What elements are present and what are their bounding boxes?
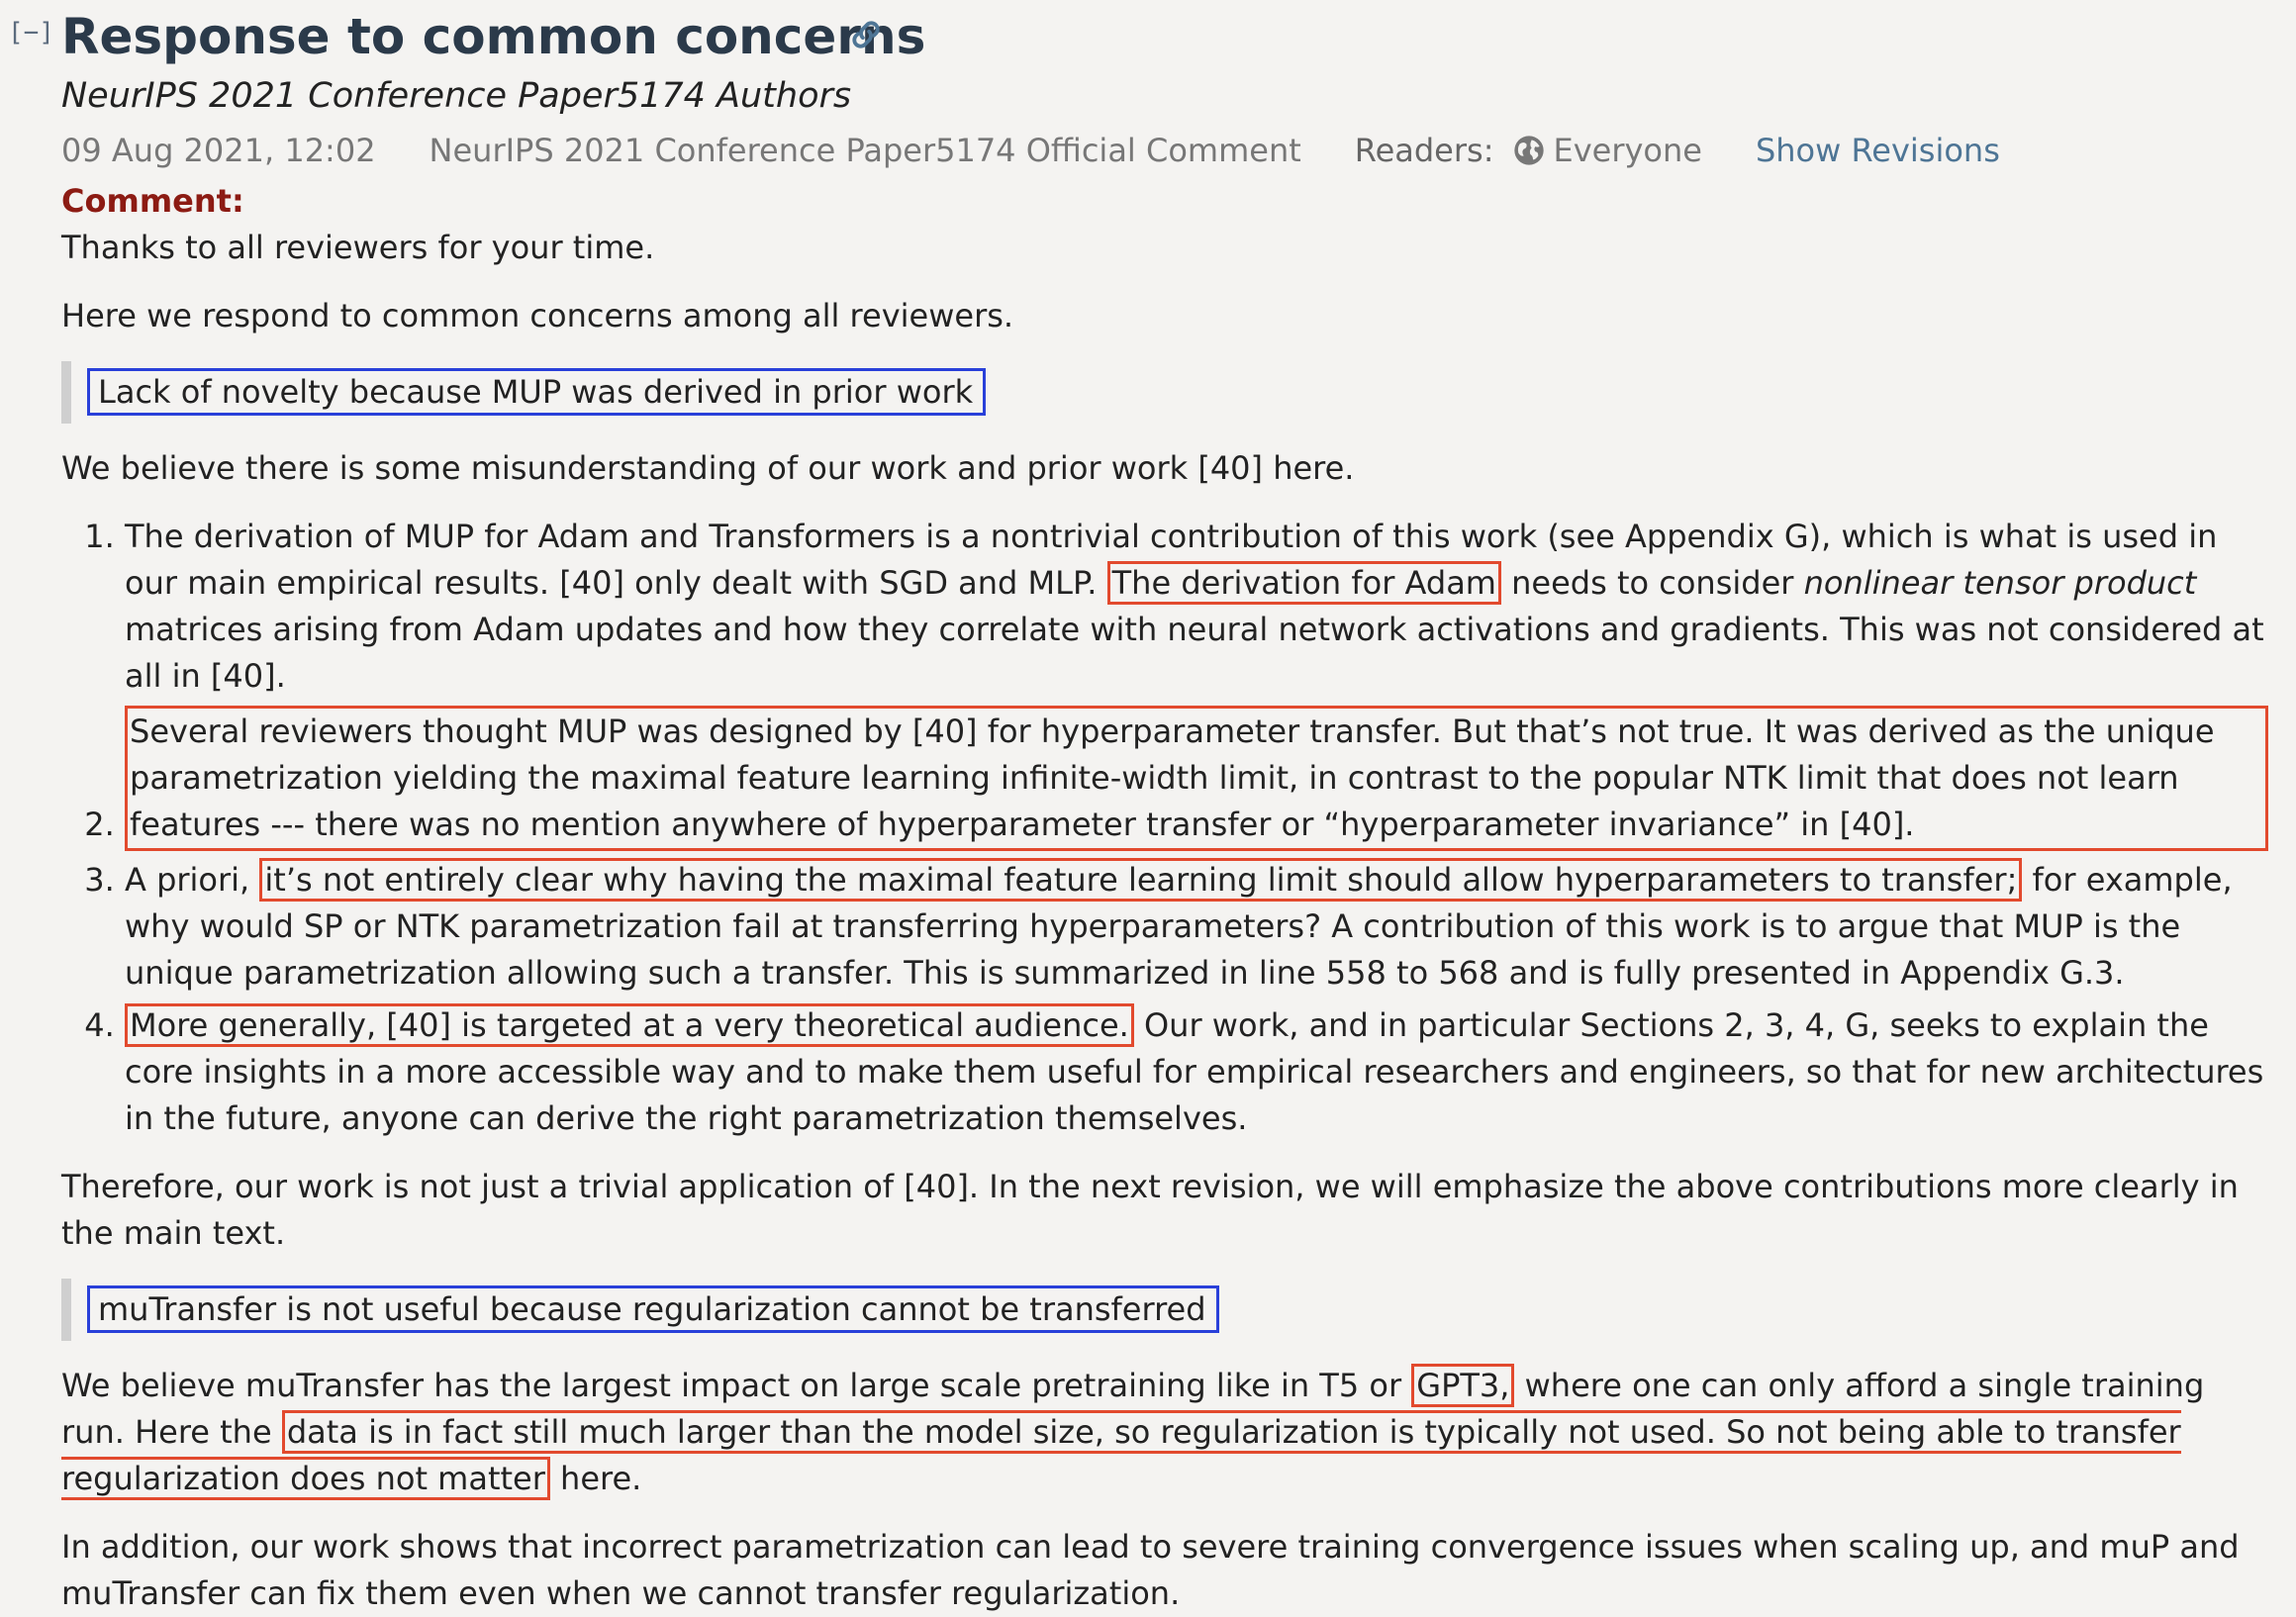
text-span: We believe muTransfer has the largest impact on large scale pretraining like in T5 or [61,1367,1402,1404]
globe-icon [1513,135,1545,166]
red-highlight: data is in fact still much larger than the model size, so regularization is typically not used. So not being able to transfer regularization does not matter [61,1410,2181,1500]
red-highlight: it’s not entirely clear why having the maximal feature learning limit should allow hyperparameters to transfer; [259,858,2022,902]
comment-label: Comment: [61,182,244,220]
note-signature[interactable]: NeurIPS 2021 Conference Paper5174 Authors [61,76,852,116]
list-item [125,514,2268,700]
red-highlight: More generally, [40] is targeted at a very theoretical audience. [125,1003,1134,1047]
collapse-toggle[interactable]: [−] [8,18,54,48]
text-span: matrices arising from Adam updates and how they correlate with neural network activations and gradients. This was not considered at all in [40]. [125,611,2264,695]
readers-label: Readers: [1354,132,1494,169]
link-icon[interactable] [847,16,885,53]
paragraph [61,1363,2268,1502]
text-span: for example, why would SP or NTK parametrization fail at transferring hyperparameters? A contribution of this work is to argue that MUP is the unique parametrization allowing such a transfer. This is summarized in line 558 to 568 and is fully presented in Appendix G.3. [125,861,2233,992]
show-revisions-link[interactable]: Show Revisions [1755,132,2000,169]
paragraph: In addition, our work shows that incorrect parametrization can lead to severe training convergence issues when scaling up, and muP and muTransfer can fix them even when we cannot transfer regularization. [61,1528,2240,1612]
list-item [125,706,2268,851]
text-span: Our work, and in particular Sections 2, 3, 4, G, seeks to explain the core insights in a more accessible way and to make them useful for empirical researchers and engineers, so that for new architectures in the future, anyone can derive the right parametrization themselves. [125,1006,2264,1137]
red-highlight: GPT3, [1411,1364,1514,1407]
blue-highlight: muTransfer is not useful because regularization cannot be transferred [87,1285,1219,1333]
text-span: needs to consider [1511,564,1794,602]
readers-value: Everyone [1553,132,1702,169]
red-highlight: The derivation for Adam [1107,561,1501,605]
comment-body [61,178,2268,1617]
blue-highlight: Lack of novelty because MUP was derived in prior work [87,368,986,416]
text-span: where one can only afford a single training run. Here the [61,1367,2205,1451]
paragraph: Therefore, our work is not just a trivial application of [40]. In the next revision, we will emphasize the above contributions more clearly in the main text. [61,1168,2239,1252]
blockquote-2 [61,1279,2268,1341]
list-item [125,857,2268,997]
paragraph: We believe there is some misunderstanding of our work and prior work [40] here. [61,449,1355,487]
note-title: Response to common concerns [61,8,926,65]
paragraph: Here we respond to common concerns among all reviewers. [61,297,1014,334]
note-invitation: NeurIPS 2021 Conference Paper5174 Official Comment [429,132,1301,169]
emphasis-text: nonlinear tensor product [1803,564,2197,602]
text-span: A priori, [125,861,250,899]
list-item [125,1002,2268,1142]
numbered-list [61,514,2268,1142]
paragraph: Thanks to all reviewers for your time. [61,229,655,266]
blockquote-1 [61,361,2268,424]
text-span: here. [560,1460,642,1497]
note-date: 09 Aug 2021, 12:02 [61,132,376,169]
red-highlight: Several reviewers thought MUP was designed by [40] for hyperparameter transfer. But that’s not true. It was derived as the unique parametrization yielding the maximal feature learning infinite-width limit, in contrast to the popular NTK limit that does not learn features --- there was no mention anywhere of hyperparameter transfer or “hyperparameter invariance” in [40]. [125,706,2268,851]
note-meta [61,125,2000,176]
text-span: The derivation of MUP for Adam and Transformers is a nontrivial contribution of this work (see Appendix G), which is what is used in our main empirical results. [40] only dealt with SGD and MLP. [125,518,2218,602]
